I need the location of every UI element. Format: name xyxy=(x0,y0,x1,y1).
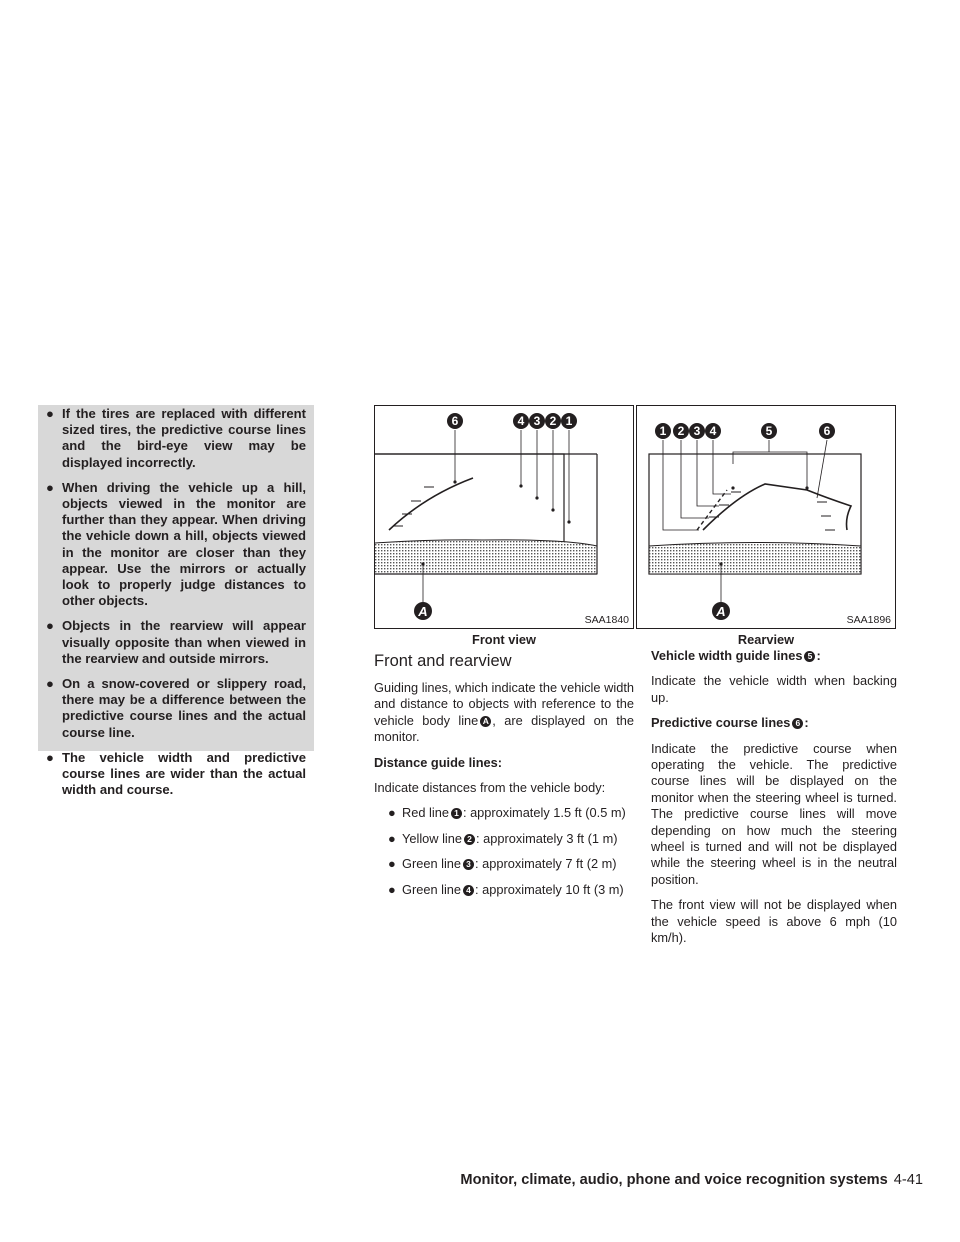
predictive-text: Indicate the predictive course when operating the vehicle. The predictive course lines will be displayed on the monitor when the steering wheel is turned. The predictive course lines will move depending on how much the steering wheel is turned and will not be displayed while the steering wheel is in the neutral position. xyxy=(651,740,897,887)
leader-dot xyxy=(453,480,456,483)
leader-line xyxy=(733,452,807,488)
right-column xyxy=(651,648,897,956)
leader-line xyxy=(817,440,827,498)
width-guide-text: Indicate the vehicle width when backing up. xyxy=(651,673,897,705)
predictive-course-line xyxy=(703,484,851,530)
list-item: ● Red line 1 : approximately 1.5 ft (0.5 m) xyxy=(388,805,626,821)
rearview-caption: Rearview xyxy=(737,632,795,647)
figure-code: SAA1840 xyxy=(584,614,629,626)
marker-4: 4 xyxy=(463,885,474,896)
vehicle-body-shading xyxy=(375,540,597,574)
middle-column xyxy=(374,648,634,907)
label-2: 2 xyxy=(549,414,557,428)
section-heading: Front and rearview xyxy=(374,652,512,670)
label-1: 1 xyxy=(565,414,573,428)
distance-intro: Indicate distances from the vehicle body: xyxy=(374,780,606,796)
label-2: 2 xyxy=(677,424,685,438)
marker-2: 2 xyxy=(464,834,475,845)
label-6: 6 xyxy=(451,414,459,428)
label-a: A xyxy=(418,604,428,619)
figure-code: SAA1896 xyxy=(846,614,891,626)
leader-dot xyxy=(567,520,570,523)
caution-item: ● When driving the vehicle up a hill, objects viewed in the monitor are further than they appear. When driving the vehicle down a hill, objects viewed in the monitor are closer than they appear. Use the mirrors or actually look to properly judge distances to other objects. xyxy=(46,479,306,609)
leader-dot xyxy=(731,486,734,489)
list-item: ● Green line 4 : approximately 10 ft (3 m) xyxy=(388,881,624,897)
caution-box xyxy=(38,405,314,798)
distance-heading: Distance guide lines: xyxy=(374,754,503,770)
label-a: A xyxy=(716,604,726,619)
marker-6: 6 xyxy=(792,718,803,729)
marker-3: 3 xyxy=(463,859,474,870)
page-number: 4-41 xyxy=(893,1172,923,1188)
width-guide-line xyxy=(697,490,727,530)
page-footer xyxy=(420,1172,923,1188)
front-view-note: The front view will not be displayed when the vehicle speed is above 6 mph (10 km/h). xyxy=(651,897,897,946)
front-view-diagram xyxy=(375,406,633,628)
label-6: 6 xyxy=(823,424,831,438)
predictive-heading: Predictive course lines 6 : xyxy=(651,715,809,731)
label-4: 4 xyxy=(709,424,717,438)
label-1: 1 xyxy=(659,424,667,438)
marker-a: A xyxy=(480,716,491,727)
predictive-course-line xyxy=(389,478,473,530)
intro-paragraph: Guiding lines, which indicate the vehicle width and distance to objects with reference to the vehicle body line A , are displayed on the monitor. xyxy=(374,680,634,745)
label-5: 5 xyxy=(765,424,773,438)
leader-line xyxy=(697,440,719,506)
leader-dot xyxy=(551,508,554,511)
leader-dot xyxy=(719,562,722,565)
marker-5: 5 xyxy=(804,651,815,662)
caution-item: ● On a snow-covered or slippery road, there may be a difference between the predictive course lines and the actual course line. xyxy=(46,676,306,740)
footer-title: Monitor, climate, audio, phone and voice recognition systems xyxy=(460,1172,888,1188)
caution-item: ● The vehicle width and predictive course lines are wider than the actual width and course. xyxy=(46,749,306,798)
label-3: 3 xyxy=(693,424,701,438)
leader-dot xyxy=(535,496,538,499)
label-4: 4 xyxy=(517,414,525,428)
caution-item: ● Objects in the rearview will appear visually opposite than when viewed in the rearview and outside mirrors. xyxy=(46,618,306,666)
leader-dot xyxy=(421,562,424,565)
leader-dot xyxy=(805,486,808,489)
width-guide-heading: Vehicle width guide lines 5 : xyxy=(651,648,821,663)
front-view-caption: Front view xyxy=(472,632,536,647)
leader-dot xyxy=(519,484,522,487)
label-3: 3 xyxy=(533,414,541,428)
list-item: ● Green line 3 : approximately 7 ft (2 m) xyxy=(388,856,617,872)
rearview-figure xyxy=(636,405,896,629)
caution-item: ● If the tires are replaced with different sized tires, the predictive course lines and the bird-eye view may be displayed incorrectly. xyxy=(46,406,306,470)
marker-1: 1 xyxy=(451,808,462,819)
rearview-diagram xyxy=(637,406,895,628)
vehicle-body-shading xyxy=(649,543,861,575)
leader-line xyxy=(713,440,731,494)
list-item: ● Yellow line 2 : approximately 3 ft (1 m) xyxy=(388,830,618,846)
front-view-figure xyxy=(374,405,634,629)
